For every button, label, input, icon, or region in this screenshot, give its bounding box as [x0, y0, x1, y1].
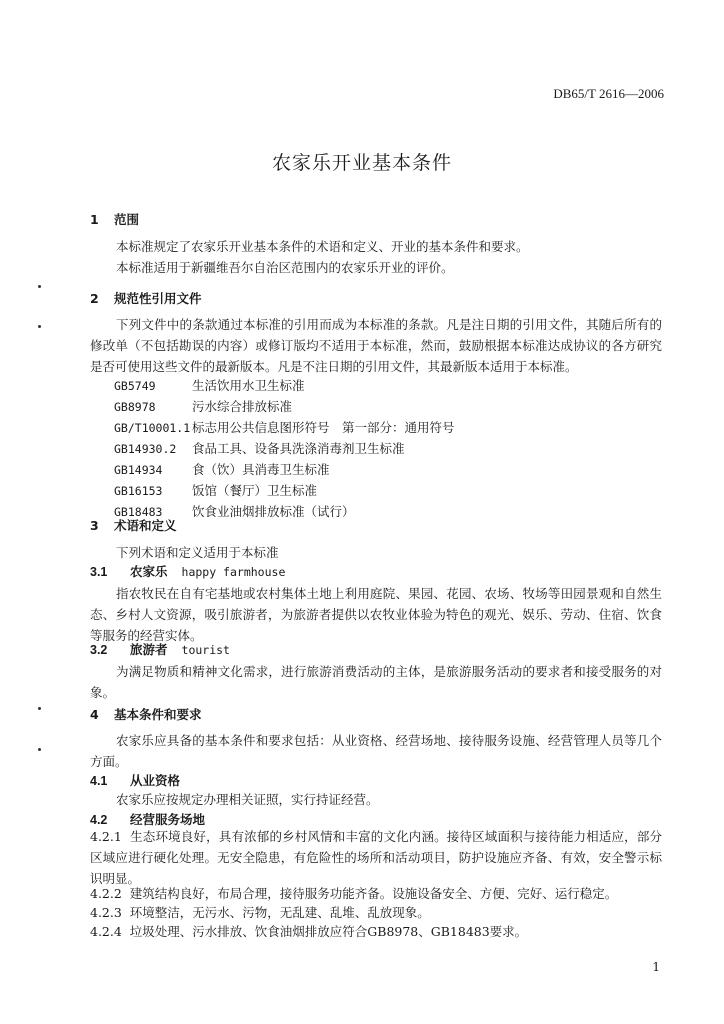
reference-item — [114, 460, 330, 478]
reference-name: 生活饮用水卫生标准 — [192, 378, 305, 393]
section-title: 规范性引用文件 — [114, 291, 202, 306]
reference-code: GB18483 — [114, 505, 163, 519]
clause-number: 4.2.1 — [90, 829, 122, 844]
document-code: DB65/T 2616—2006 — [553, 86, 664, 101]
clause-text: 生态环境良好，具有浓郁的乡村风情和丰富的文化内涵。接待区域面积与接待能力相适应，部分区域应进行硬化处理。无安全隐患，有危险性的场所和活动项目，防护设施应齐备、有效，安全警示标识明显。 — [90, 829, 662, 886]
term-chinese: 农家乐 — [130, 564, 168, 579]
scan-mark — [38, 707, 41, 710]
paragraph: 农家乐应按规定办理相关证照，实行持证经营。 — [116, 792, 379, 807]
paragraph: 下列术语和定义适用于本标准 — [116, 545, 279, 560]
reference-item — [114, 418, 455, 436]
section-number: 4 — [90, 707, 99, 722]
term-english: happy farmhouse — [181, 565, 286, 579]
reference-item — [114, 439, 405, 457]
term-definition: 为满足物质和精神文化需求，进行旅游消费活动的主体，是旅游服务活动的要求者和接受服务的对象。 — [90, 664, 662, 700]
reference-name: 食（饮）具消毒卫生标准 — [192, 462, 330, 477]
clause-text: 环境整洁，无污水、污物，无乱建、乱堆、乱放现象。 — [129, 905, 430, 920]
reference-code: GB/T10001.1 — [114, 421, 191, 435]
clause-4-2-4 — [90, 921, 662, 942]
reference-name: 饮食业油烟排放标准（试行） — [192, 504, 355, 519]
paragraph: 本标准适用于新疆维吾尔自治区范围内的农家乐开业的评价。 — [116, 260, 454, 275]
subsection-title: 经营服务场地 — [130, 812, 206, 827]
section-heading-2 — [90, 289, 202, 307]
reference-name: 食品工具、设备具洗涤消毒剂卫生标准 — [192, 441, 405, 456]
reference-code: GB14934 — [114, 463, 163, 477]
section-heading-1 — [90, 210, 139, 228]
reference-item — [114, 481, 317, 499]
clause-number: 4.2.4 — [90, 924, 122, 939]
paragraph: 农家乐应具备的基本条件和要求包括：从业资格、经营场地、接待服务设施、经营管理人员等几个方面。 — [90, 733, 662, 769]
reference-name: 饭馆（餐厅）卫生标准 — [192, 483, 318, 498]
clause-4-2-2 — [90, 883, 662, 904]
clause-text: 垃圾处理、污水排放、饮食油烟排放应符合GB8978、GB18483要求。 — [129, 924, 528, 939]
clause-text: 建筑结构良好，布局合理，接待服务功能齐备。设施设备安全、方便、完好、运行稳定。 — [129, 886, 618, 901]
section-heading-4 — [90, 705, 202, 723]
subsection-number: 4.1 — [90, 774, 108, 788]
term-english: tourist — [181, 643, 230, 657]
clause-4-2-3 — [90, 902, 662, 923]
paragraph: 本标准规定了农家乐开业基本条件的术语和定义、开业的基本条件和要求。 — [116, 239, 529, 254]
reference-item — [114, 397, 292, 415]
term-heading — [90, 640, 230, 658]
reference-code: GB8978 — [114, 400, 156, 414]
scan-mark — [38, 325, 41, 328]
section-heading-3 — [90, 516, 177, 534]
page-number: 1 — [652, 960, 660, 974]
subsection-title: 从业资格 — [130, 773, 181, 788]
reference-code: GB16153 — [114, 484, 163, 498]
scan-mark — [38, 285, 41, 288]
section-number: 2 — [90, 291, 99, 306]
clause-4-2-1 — [90, 826, 662, 889]
reference-code: GB5749 — [114, 379, 156, 393]
clause-number: 4.2.3 — [90, 905, 122, 920]
section-title: 术语和定义 — [114, 518, 177, 533]
term-number: 3.2 — [90, 643, 108, 657]
section-number: 3 — [90, 518, 99, 533]
subsection-heading — [90, 771, 180, 789]
document-title: 农家乐开业基本条件 — [271, 152, 452, 174]
term-heading — [90, 562, 285, 580]
term-number: 3.1 — [90, 565, 108, 579]
section-title: 范围 — [114, 212, 140, 227]
reference-name: 污水综合排放标准 — [192, 399, 293, 414]
section-title: 基本条件和要求 — [114, 707, 202, 722]
clause-number: 4.2.2 — [90, 886, 122, 901]
reference-name: 标志用公共信息图形符号 第一部分：通用符号 — [192, 420, 455, 435]
paragraph: 下列文件中的条款通过本标准的引用而成为本标准的条款。凡是注日期的引用文件，其随后所有的修改单（不包括勘误的内容）或修订版均不适用于本标准，然而，鼓励根据本标准达成协议的各方研究是否可使用这些文件的最新版本。凡是不注日期的引用文件，其最新版本适用于本标准。 — [90, 317, 662, 374]
reference-code: GB14930.2 — [114, 442, 177, 456]
reference-item — [114, 376, 305, 394]
term-definition: 指农牧民在自有宅基地或农村集体土地上利用庭院、果园、花园、农场、牧场等田园景观和自然生态、乡村人文资源，吸引旅游者，为旅游者提供以农牧业体验为特色的观光、娱乐、劳动、住宿、饮食等服务的经营实体。 — [90, 586, 662, 643]
subsection-number: 4.2 — [90, 813, 108, 827]
term-chinese: 旅游者 — [130, 642, 168, 657]
scan-mark — [38, 748, 41, 751]
section-number: 1 — [90, 212, 99, 227]
